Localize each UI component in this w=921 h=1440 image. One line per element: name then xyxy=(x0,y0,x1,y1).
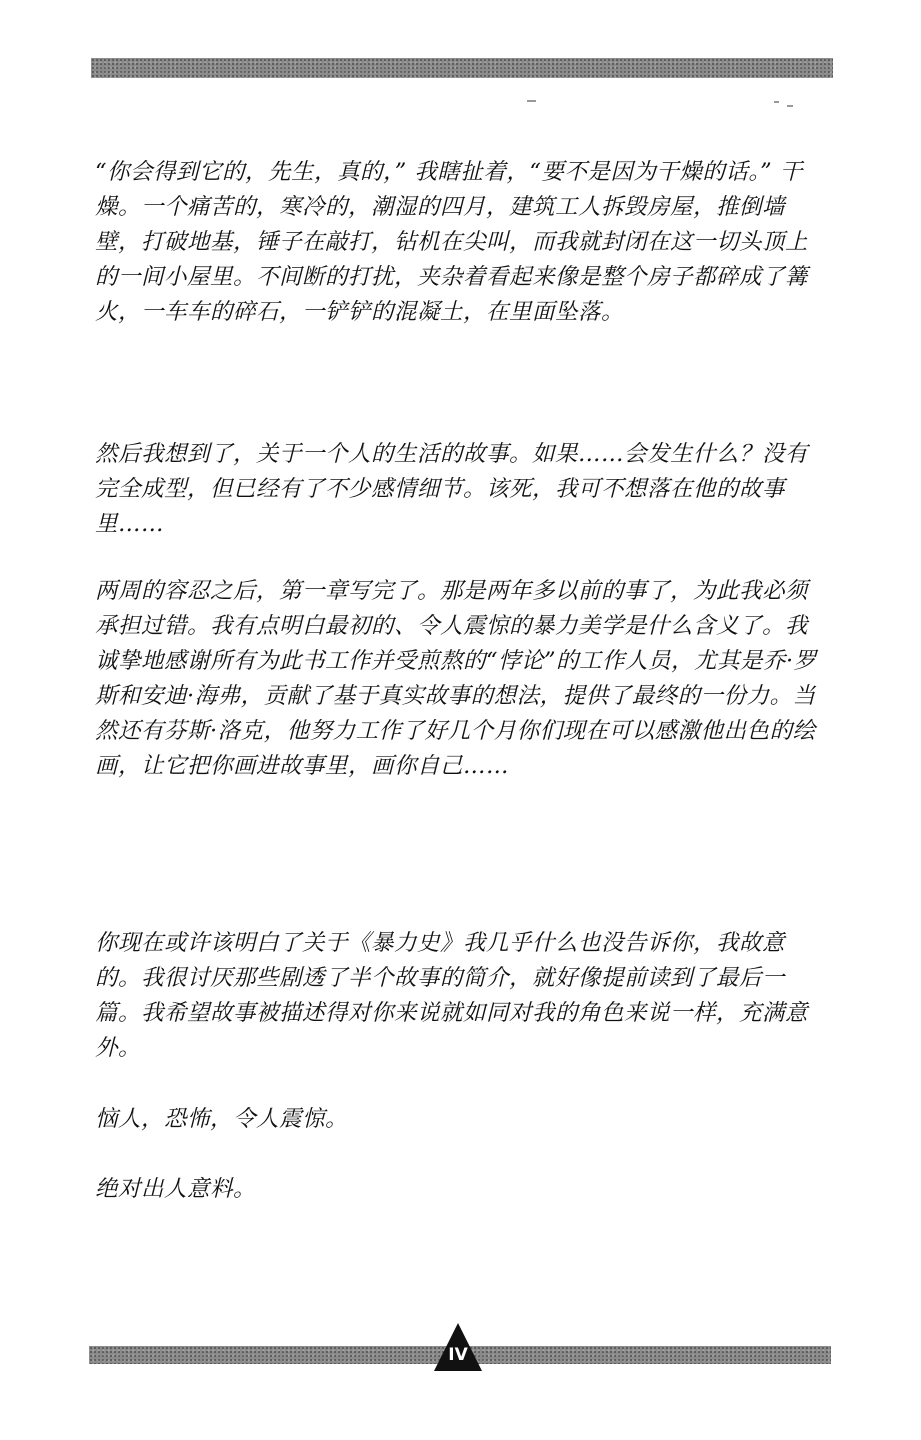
paragraph-opening: “你会得到它的，先生，真的，” 我瞎扯着，“要不是因为干燥的话。” 干燥。一个痛苦的，寒冷的，潮湿的四月，建筑工人拆毁房屋，推倒墙壁，打破地基，锤子在敲打，钻机在尖叫，而我就封闭在这一切头顶上的一间小屋里。不间断的打扰，夹杂着看起来像是整个房子都碎成了篝火，一车车的碎石，一铲铲的混凝土，在里面坠落。 xyxy=(95,159,809,325)
page-number-marker xyxy=(433,1322,483,1372)
paragraph-no-spoilers: 你现在或许该明白了关于《暴力史》我几乎什么也没告诉你，我故意的。我很讨厌那些剧透了半个故事的简介，就好像提前读到了最后一篇。我希望故事被描述得对你来说就如同对我的角色来说一样，充满意外。 xyxy=(95,930,809,1061)
scan-speck xyxy=(527,100,536,102)
top-decorative-bar xyxy=(91,58,833,78)
paragraph-acknowledgements: 两周的容忍之后，第一章写完了。那是两年多以前的事了，为此我必须承担过错。我有点明白最初的、令人震惊的暴力美学是什么含义了。我诚挚地感谢所有为此书工作并受煎熬的“悖论”的工作人员，尤其是乔·罗斯和安迪·海弗，贡献了基于真实故事的想法，提供了最终的一份力。当然还有芬斯·洛克，他努力工作了好几个月你们现在可以感激他出色的绘画，让它把你画进故事里，画你自己…… xyxy=(95,578,817,779)
scan-speck xyxy=(774,101,779,103)
paragraph-tagline-2: 绝对出人意料。 xyxy=(95,1176,257,1202)
scan-speck xyxy=(787,105,793,107)
page-number: IV xyxy=(448,1345,468,1365)
paragraph-idea: 然后我想到了，关于一个人的生活的故事。如果……会发生什么？没有完全成型，但已经有了不少感情细节。该死，我可不想落在他的故事里…… xyxy=(95,441,809,537)
paragraph-tagline-1: 恼人，恐怖，令人震惊。 xyxy=(95,1106,349,1132)
